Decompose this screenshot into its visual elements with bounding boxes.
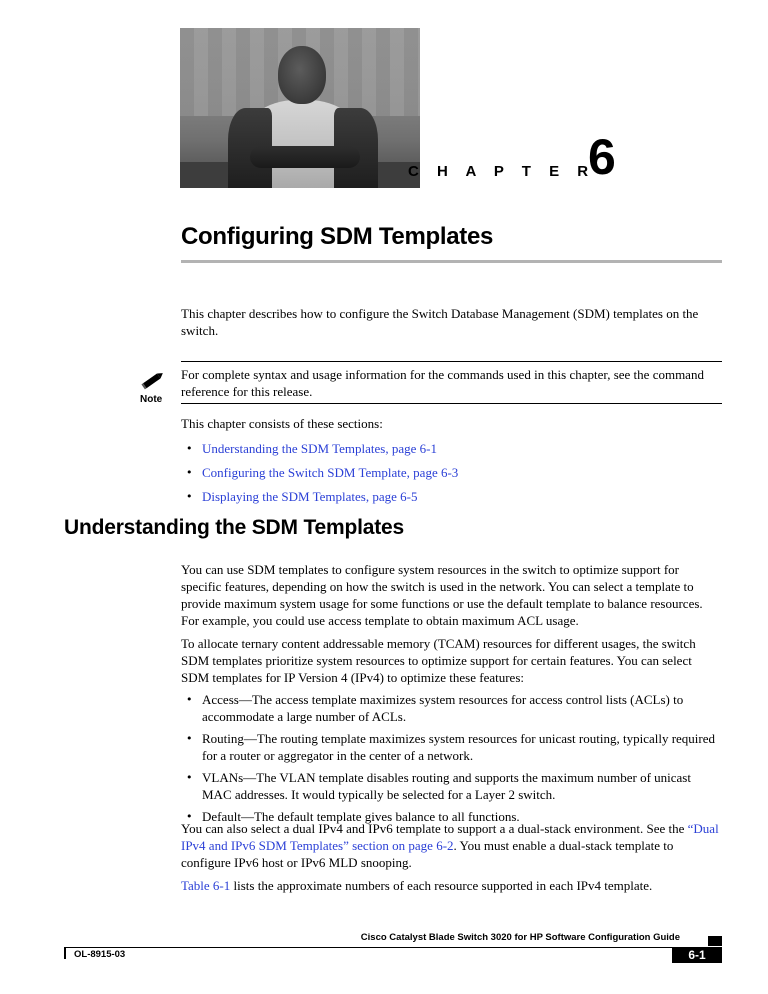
sections-intro: This chapter consists of these sections: [181,416,383,431]
section-paragraph-1: You can use SDM templates to configure system resources in the switch to optimize support for specific features, depending on how the switch is used in the network. You can select a template to provide maximum system usage for some functions or use the default template to balance resources. For example, you could use access template to obtain maximum ACL usage. [181,562,703,628]
toc-item[interactable] [181,440,722,457]
chapter-photo [180,28,420,188]
footer-guide-title: Cisco Catalyst Blade Switch 3020 for HP Software Configuration Guide [360,932,680,943]
para3-text-before: You can also select a dual IPv4 and IPv6 template to support a a dual-stack environment. See the [181,821,688,836]
toc-link[interactable]: Configuring the Switch SDM Template, page 6-3 [202,465,459,480]
feature-item: • Access—The access template maximizes system resources for access control lists (ACLs) to accommodate a large number of ACLs. [181,691,722,725]
section-paragraph-4 [181,877,722,894]
pencil-icon [140,369,166,391]
para4-text: lists the approximate numbers of each resource supported in each IPv4 template. [230,878,653,893]
footer-left-mark [64,947,66,959]
para3-text-after: . You must enable a dual-stack template to configure IPv6 host or IPv6 MLD snooping. [181,838,674,870]
toc-link[interactable]: Understanding the SDM Templates, page 6-1 [202,441,437,456]
note-text: For complete syntax and usage information for the commands used in this chapter, see the command reference for this release. [181,367,704,399]
chapter-number: 6 [588,129,616,185]
chapter-label: C H A P T E R [408,163,596,180]
section-paragraph-3 [181,820,722,871]
intro-paragraph: This chapter describes how to configure the Switch Database Management (SDM) templates on the switch. [181,306,699,338]
note-top-rule [181,361,722,362]
title-rule [181,260,722,263]
feature-list [181,691,722,825]
feature-item: • VLANs—The VLAN template disables routing and supports the maximum number of unicast MAC addresses. It would typically be selected for a Layer 2 switch. [181,769,722,803]
feature-item: • Default—The default template gives balance to all functions. [181,808,722,825]
footer-rule [64,947,722,948]
section-paragraph-2: To allocate ternary content addressable memory (TCAM) resources for different usages, the switch SDM templates prioritize system resources to optimize support for certain features. You can select SDM templates for IP Version 4 (IPv4) to optimize these features: [181,636,696,685]
feature-item: • Routing—The routing template maximizes system resources for unicast routing, typically required for a router or aggregator in the center of a network. [181,730,722,764]
table-link[interactable]: Table 6-1 [181,878,231,893]
toc-list [181,440,722,505]
toc-item[interactable] [181,488,722,505]
chapter-title: Configuring SDM Templates [181,223,494,250]
toc-item[interactable] [181,464,722,481]
footer-mark [708,936,722,946]
note-bottom-rule [181,403,722,404]
toc-link[interactable]: Displaying the SDM Templates, page 6-5 [202,489,418,504]
section-heading: Understanding the SDM Templates [64,516,404,539]
page-number: 6-1 [672,947,722,963]
footer-doc-number: OL-8915-03 [74,949,126,960]
dual-stack-link[interactable]: “Dual IPv4 and IPv6 SDM Templates” section on page 6-2 [181,821,719,853]
note-label: Note [140,394,163,405]
